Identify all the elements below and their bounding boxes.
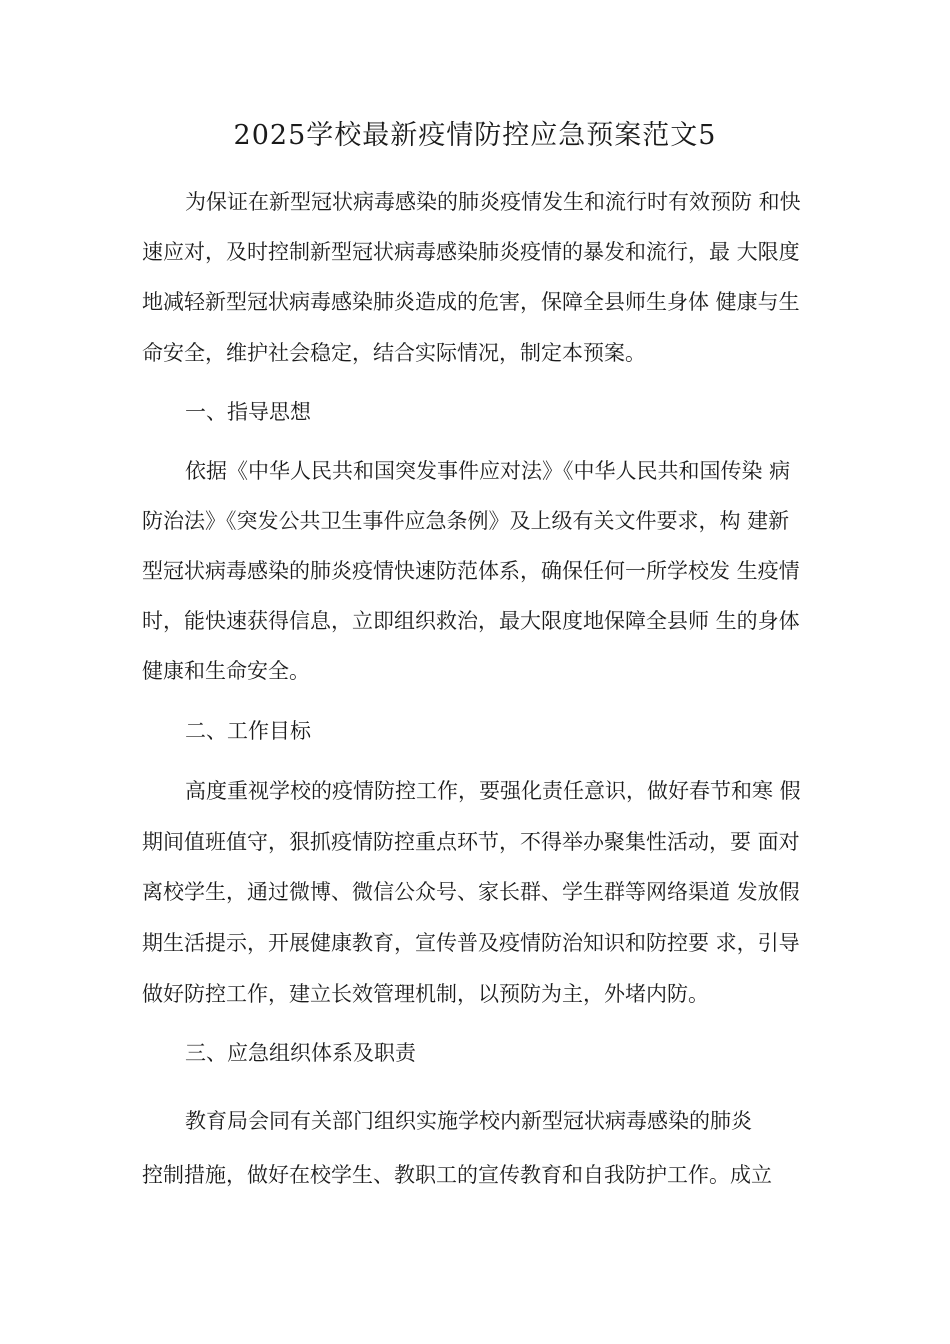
paragraph-line: 速应对，及时控制新型冠状病毒感染肺炎疫情的暴发和流行，最 大限度 xyxy=(142,240,800,264)
section-heading: 三、应急组织体系及职责 xyxy=(185,1041,416,1065)
paragraph-line: 离校学生，通过微博、微信公众号、家长群、学生群等网络渠道 发放假 xyxy=(142,880,800,904)
paragraph-line: 期间值班值守，狠抓疫情防控重点环节，不得举办聚集性活动，要 面对 xyxy=(142,830,800,854)
paragraph-line: 地减轻新型冠状病毒感染肺炎造成的危害，保障全县师生身体 健康与生 xyxy=(142,290,800,314)
paragraph-line: 依据《中华人民共和国突发事件应对法》《中华人民共和国传染 病 xyxy=(185,459,791,483)
paragraph-line: 教育局会同有关部门组织实施学校内新型冠状病毒感染的肺炎 xyxy=(185,1109,752,1133)
paragraph-line: 时，能快速获得信息，立即组织救治，最大限度地保障全县师 生的身体 xyxy=(142,609,800,633)
paragraph-line: 高度重视学校的疫情防控工作，要强化责任意识，做好春节和寒 假 xyxy=(185,779,801,803)
paragraph-line: 期生活提示，开展健康教育，宣传普及疫情防治知识和防控要 求，引导 xyxy=(142,931,800,955)
section-heading: 一、指导思想 xyxy=(185,400,311,424)
paragraph-line: 型冠状病毒感染的肺炎疫情快速防范体系，确保任何一所学校发 生疫情 xyxy=(142,559,800,583)
section-heading: 二、工作目标 xyxy=(185,719,311,743)
paragraph-line: 控制措施，做好在校学生、教职工的宣传教育和自我防护工作。成立 xyxy=(142,1163,772,1187)
paragraph-line: 命安全，维护社会稳定，结合实际情况，制定本预案。 xyxy=(142,341,646,365)
paragraph-line: 健康和生命安全。 xyxy=(142,659,310,683)
paragraph-line: 为保证在新型冠状病毒感染的肺炎疫情发生和流行时有效预防 和快 xyxy=(185,190,801,214)
paragraph-line: 防治法》《突发公共卫生事件应急条例》及上级有关文件要求，构 建新 xyxy=(142,509,790,533)
document-title: 2025学校最新疫情防控应急预案范文5 xyxy=(233,120,717,151)
paragraph-line: 做好防控工作，建立长效管理机制，以预防为主，外堵内防。 xyxy=(142,982,709,1006)
